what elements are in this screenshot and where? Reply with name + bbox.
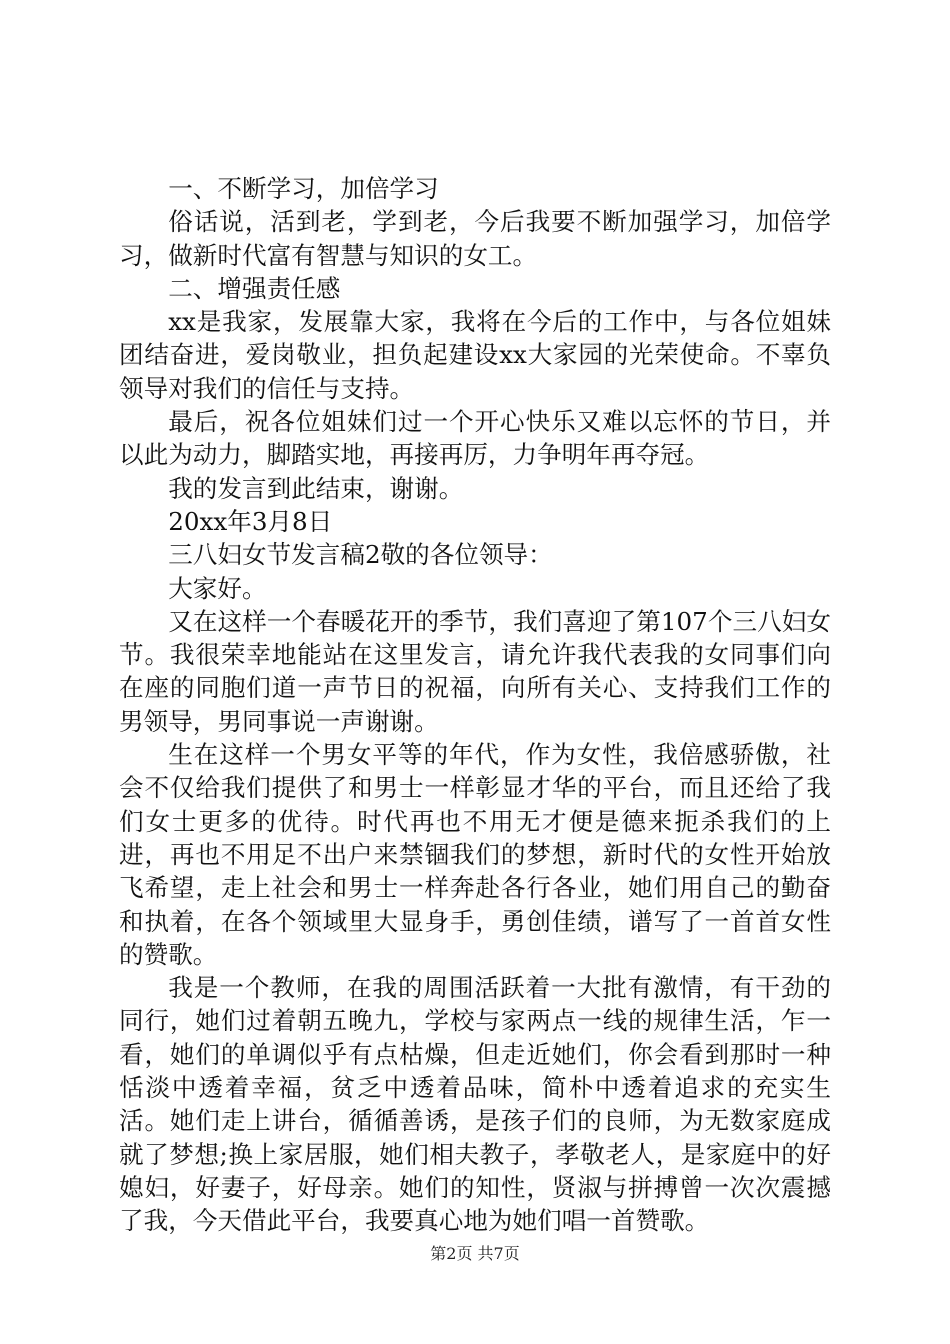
- section-heading-2: 二、增强责任感: [168, 273, 341, 303]
- section-heading-1: 一、不断学习，加倍学习: [168, 174, 439, 203]
- paragraph: xx是我家，发展靠大家，我将在今后的工作中，与各位姐妹团结奋进，爱岗敬业，担负起建设xx大家园的光荣使命。不辜负领导对我们的信任与支持。: [119, 307, 831, 403]
- paragraph: 我是一个教师，在我的周围活跃着一大批有激情，有干劲的同行，她们过着朝五晚九，学校与家两点一线的规律生活，乍一看，她们的单调似乎有点枯燥，但走近她们，你会看到那时一种恬淡中透着幸福，贫乏中透着品味，简朴中透着追求的充实生活。她们走上讲台，循循善诱，是孩子们的良师，为无数家庭成就了梦想;换上家居服，她们相夫教子，孝敬老人，是家庭中的好媳妇，好妻子，好母亲。她们的知性，贤淑与拼搏曾一次次震撼了我，今天借此平台，我要真心地为她们唱一首赞歌。: [119, 973, 831, 1236]
- paragraph: 俗话说，活到老，学到老，今后我要不断加强学习，加倍学习，做新时代富有智慧与知识的女工。: [119, 207, 831, 270]
- document-body: [119, 172, 831, 1238]
- greeting-line: 大家好。: [168, 573, 267, 603]
- paragraph: 最后，祝各位姐妹们过一个开心快乐又难以忘怀的节日，并以此为动力，脚踏实地，再接再厉，力争明年再夺冠。: [119, 407, 831, 470]
- closing-line: 我的发言到此结束，谢谢。: [168, 473, 464, 503]
- date-line: 20xx年3月8日: [168, 506, 333, 536]
- paragraph: 又在这样一个春暖花开的季节，我们喜迎了第107个三八妇女节。我很荣幸地能站在这里发言，请允许我代表我的女同事们向在座的同胞们道一声节日的祝福，向所有关心、支持我们工作的男领导，男同事说一声谢谢。: [119, 606, 831, 736]
- page-footer: 第2页 共7页: [430, 1244, 520, 1263]
- paragraph: 生在这样一个男女平等的年代，作为女性，我倍感骄傲，社会不仅给我们提供了和男士一样彰显才华的平台，而且还给了我们女士更多的优待。时代再也不用无才便是德来扼杀我们的上进，再也不用足不出户来禁锢我们的梦想，新时代的女性开始放飞希望，走上社会和男士一样奔赴各行各业，她们用自己的勤奋和执着，在各个领域里大显身手，勇创佳绩，谱写了一首首女性的赞歌。: [119, 740, 831, 969]
- speech-title-line: 三八妇女节发言稿2敬的各位领导：: [168, 540, 553, 570]
